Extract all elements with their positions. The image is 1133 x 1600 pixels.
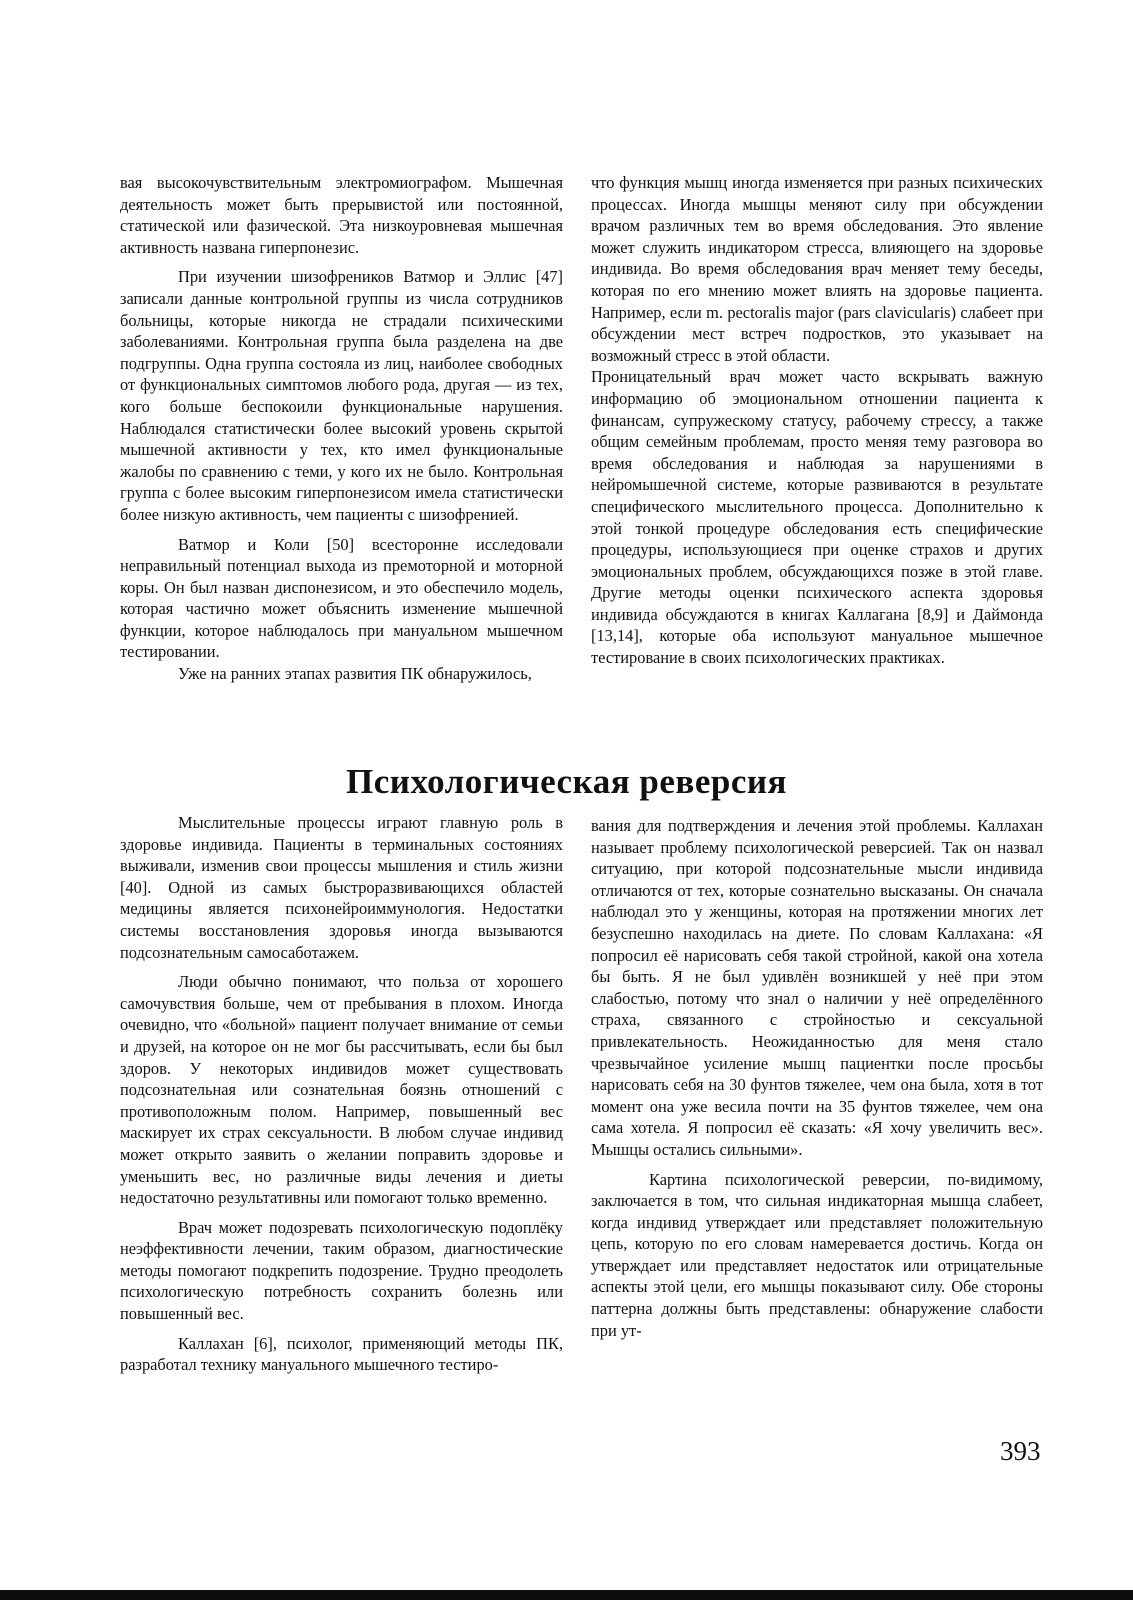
page-number: 393: [1000, 1436, 1041, 1466]
paragraph: Каллахан [6], психолог, применяющий методы ПК, разработал технику мануального мышечного тестиро-: [120, 1333, 563, 1375]
paragraph: Врач может подозревать психологическую подоплёку неэффективности лечении, таким образом, диагностические методы помогают подкрепить подозрение. Трудно преодолеть психологическую потребность сохранить болезнь или повышенный вес.: [120, 1217, 563, 1324]
paragraph: вая высокочувствительным электромиографом. Мышечная деятельность может быть прерывистой или постоянной, статической или фазической. Эта низкоуровневая мышечная активность названа гиперпонезис.: [120, 173, 563, 257]
text-column-1: [120, 172, 563, 685]
paragraph: Ватмор и Коли [50] всесторонне исследовали неправильный потенциал выхода из премоторной и моторной коры. Он был назван диспонезисом, и это обеспечило модель, которая частично может объяснить изменение мышечной функции, которое наблюдалось при мануальном мышечном тестировании.: [120, 534, 563, 662]
paragraph: Мыслительные процессы играют главную роль в здоровье индивида. Пациенты в терминальных состояниях выживали, изменив свои процессы мышления и стиль жизни [40]. Одной из самых быстроразвивающихся областей медицины является психонейроиммунология. Недостатки системы восстановления здоровья иногда вызываются подсознательным самосаботажем.: [120, 813, 563, 962]
text-column-4: [591, 815, 1043, 1341]
paragraph: Люди обычно понимают, что польза от хорошего самочувствия больше, чем от пребывания в плохом. Иногда очевидно, что «больной» пациент получает внимание от семьи и друзей, на которое он не мог бы рассчитывать, если бы был здоров. У некоторых индивидов может существовать подсознательная или сознательная боязнь отношений с противоположным полом. Например, повышенный вес маскирует их страх сексуальности. В любом случае индивид может открыто заявить о желании поправить здоровье и уменьшить вес, но различные виды лечения и диеты недостаточно результативны или помогают только временно.: [120, 972, 563, 1208]
paragraph: Проницательный врач может часто вскрывать важную информацию об эмоциональном отношении пациента к финансам, супружескому статусу, рабочему стрессу, а также общим семейным проблемам, просто меняя тему разговора во время обследования и наблюдая за нарушениями в нейромышечной системе, которые развиваются в результате специфического мыслительного процесса. Дополнительно к этой тонкой процедуре обследования есть специфические процедуры, использующиеся при оценке страхов и других эмоциональных проблем, обсуждающихся позже в этой главе. Другие методы оценки психического аспекта здоровья индивида обсуждаются в книгах Каллагана [8,9] и Даймонда [13,14], которые оба используют мануальное мышечное тестирование в своих психологических практиках.: [591, 367, 1043, 668]
paragraph: что функция мышц иногда изменяется при разных психических процессах. Иногда мышцы меняют силу при обсуждении врачом различных тем во время обследования. Это явление может служить индикатором стресса, влияющего на здоровье индивида. Во время обследования врач меняет тему беседы, которая по его мнению может влиять на здоровье пациента. Например, если m. pectoralis major (pars clavicularis) слабеет при обсуждении мест встреч подростков, это указывает на возможный стресс в этой области.: [591, 173, 1043, 365]
paragraph: Уже на ранних этапах развития ПК обнаружилось,: [178, 664, 532, 684]
text-column-2: [591, 172, 1043, 669]
scan-edge-bar: [0, 1590, 1133, 1600]
paragraph: Картина психологической реверсии, по-видимому, заключается в том, что сильная индикаторная мышца слабеет, когда индивид утверждает или представляет положительную цепь, которую по его словам намеревается достичь. Когда он утверждает или представляет недостаток или отрицательные аспекты этой цели, его мышцы показывают силу. Обе стороны паттерна должны быть представлены: обнаружение слабости при ут-: [591, 1169, 1043, 1340]
text-column-3: [120, 812, 563, 1376]
paragraph: При изучении шизофреников Ватмор и Эллис [47] записали данные контрольной группы из числа сотрудников больницы, которые никогда не страдали психическими заболеваниями. Контрольная группа была разделена на две подгруппы. Одна группа состояла из лиц, наиболее свободных от функциональных симптомов любого рода, другая — из тех, кого больше беспокоили функциональные нарушения. Наблюдался статистически более высокий уровень скрытой мышечной активности у тех, кто имел функциональные жалобы по сравнению с теми, у кого их не было. Контрольная группа с более высоким гиперпонезисом имела статистически более низкую активность, чем пациенты с шизофренией.: [120, 267, 563, 524]
paragraph: вания для подтверждения и лечения этой проблемы. Каллахан называет проблему психологической реверсией. Так он назвал ситуацию, при которой подсознательные мысли индивида отличаются от тех, которые сознательно высказаны. Он сначала наблюдал это у женщины, которая на протяжении многих лет безуспешно находилась на диете. По словам Каллахана: «Я попросил её нарисовать себя такой стройной, какой она хотела бы быть. Я не был удивлён возникшей у неё при этом слабостью, потому что знал о наличии у неё определённого страха, связанного с стройностью и сексуальной привлекательность. Неожиданностью для меня стало чрезвычайное усиление мышц пациентки после просьбы нарисовать себя на 30 фунтов тяжелее, чем она была, хотя в тот момент она уже весила почти на 35 фунтов тяжелее, чем она сама хотела. Я попросил её сказать: «Я хочу увеличить вес». Мышцы остались сильными».: [591, 816, 1043, 1159]
section-heading: Психологическая реверсия: [346, 762, 787, 801]
